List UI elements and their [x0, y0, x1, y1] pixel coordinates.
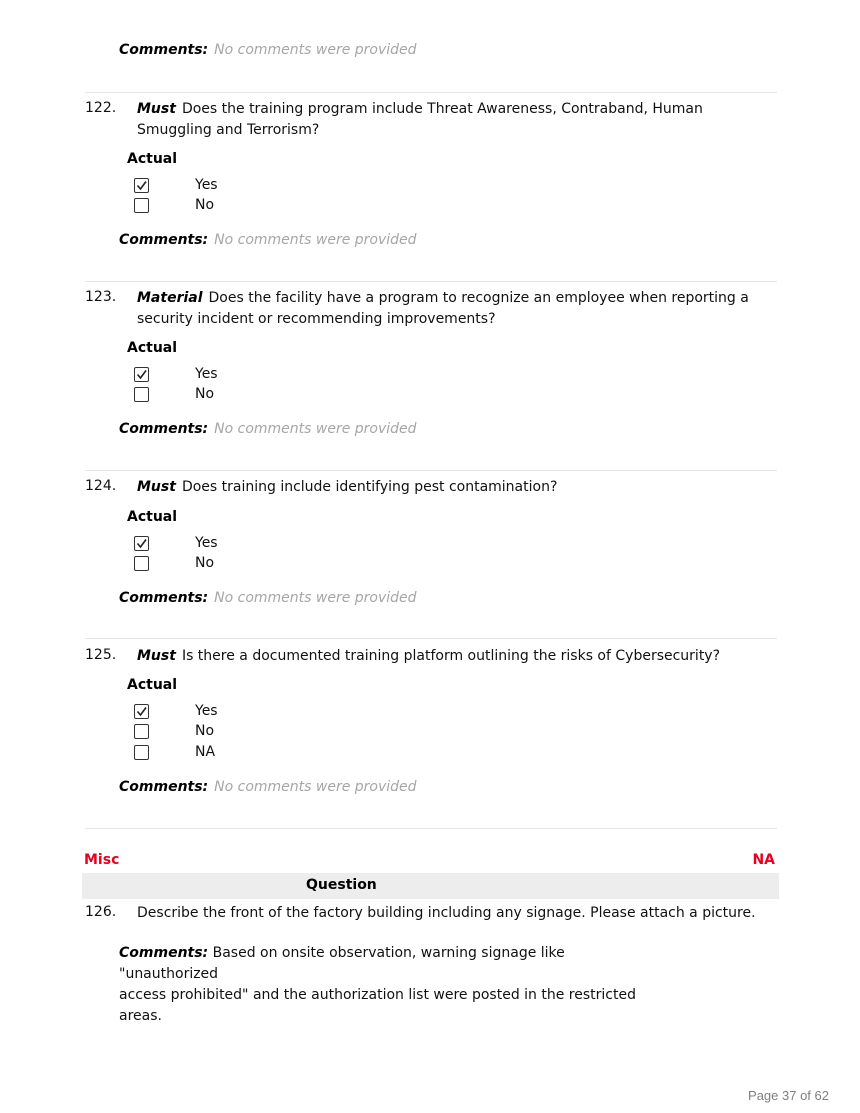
comments-text: No comments were provided [214, 42, 417, 58]
actual-label: Actual [127, 677, 178, 693]
comments-text: No comments were provided [214, 590, 417, 606]
divider [85, 281, 777, 282]
divider [85, 470, 777, 471]
question-text-124 [137, 477, 777, 498]
checkbox-unchecked[interactable] [134, 387, 149, 402]
divider [85, 638, 777, 639]
divider [85, 828, 777, 829]
option-label: No [195, 197, 215, 213]
option-label: No [195, 723, 215, 739]
divider [85, 92, 777, 93]
question-text-126: Describe the front of the factory building including any signage. Please attach a picture. [137, 905, 756, 921]
checkbox-unchecked[interactable] [134, 556, 149, 571]
comments-row [119, 421, 417, 437]
question-table-header [82, 873, 779, 899]
question-text-125 [137, 646, 777, 667]
question-number: 124. [85, 478, 117, 494]
comments-label: Comments: [119, 421, 209, 437]
question-number: 126. [85, 904, 117, 920]
comments-row [119, 42, 417, 58]
comments-row [119, 232, 417, 248]
comments-label: Comments: [119, 590, 209, 606]
comments-label: Comments: [119, 779, 209, 795]
comments-text: No comments were provided [214, 232, 417, 248]
checkbox-unchecked[interactable] [134, 745, 149, 760]
comments-label: Comments: [119, 42, 209, 58]
question-text-122 [137, 99, 777, 141]
checkbox-checked[interactable] [134, 367, 149, 382]
option-label: Yes [195, 177, 218, 193]
comments-label: Comments: [119, 232, 209, 248]
comments-row [119, 779, 417, 795]
actual-label: Actual [127, 151, 178, 167]
comments-line: access prohibited" and the authorization list were posted in the restricted [119, 987, 636, 1003]
checkbox-checked[interactable] [134, 178, 149, 193]
option-label: Yes [195, 703, 218, 719]
section-title: Misc [84, 852, 120, 868]
option-label: No [195, 386, 215, 402]
requirement-level: Must [137, 101, 176, 117]
question-number: 125. [85, 647, 117, 663]
question-number: 123. [85, 289, 117, 305]
question-text: Does training include identifying pest contamination? [181, 479, 558, 495]
comments-text: No comments were provided [214, 779, 417, 795]
checkbox-unchecked[interactable] [134, 724, 149, 739]
requirement-level: Must [137, 648, 176, 664]
option-label: NA [195, 744, 216, 760]
question-header-label: Question [306, 877, 377, 893]
section-status: NA [752, 852, 775, 868]
question-text: Does the training program include Threat Awareness, Contraband, Human Smuggling and Terrorism? [137, 101, 703, 138]
comments-text: No comments were provided [214, 421, 417, 437]
checkbox-unchecked[interactable] [134, 198, 149, 213]
checkbox-checked[interactable] [134, 536, 149, 551]
question-text: Does the facility have a program to recognize an employee when reporting a security incident or recommending improvements? [137, 290, 749, 327]
actual-label: Actual [127, 340, 178, 356]
question-number: 122. [85, 100, 117, 116]
requirement-level: Material [137, 290, 203, 306]
misc-comments [119, 943, 659, 1027]
comments-line: areas. [119, 1008, 162, 1024]
comments-label: Comments: [119, 945, 209, 961]
actual-label: Actual [127, 509, 178, 525]
option-label: Yes [195, 535, 218, 551]
option-label: No [195, 555, 215, 571]
question-text-123 [137, 288, 777, 330]
question-text: Is there a documented training platform outlining the risks of Cybersecurity? [181, 648, 721, 664]
requirement-level: Must [137, 479, 176, 495]
checkbox-checked[interactable] [134, 704, 149, 719]
page-number: Page 37 of 62 [748, 1088, 829, 1103]
comments-line: Based on onsite observation, warning signage like "unauthorized [119, 945, 565, 982]
comments-row [119, 590, 417, 606]
option-label: Yes [195, 366, 218, 382]
